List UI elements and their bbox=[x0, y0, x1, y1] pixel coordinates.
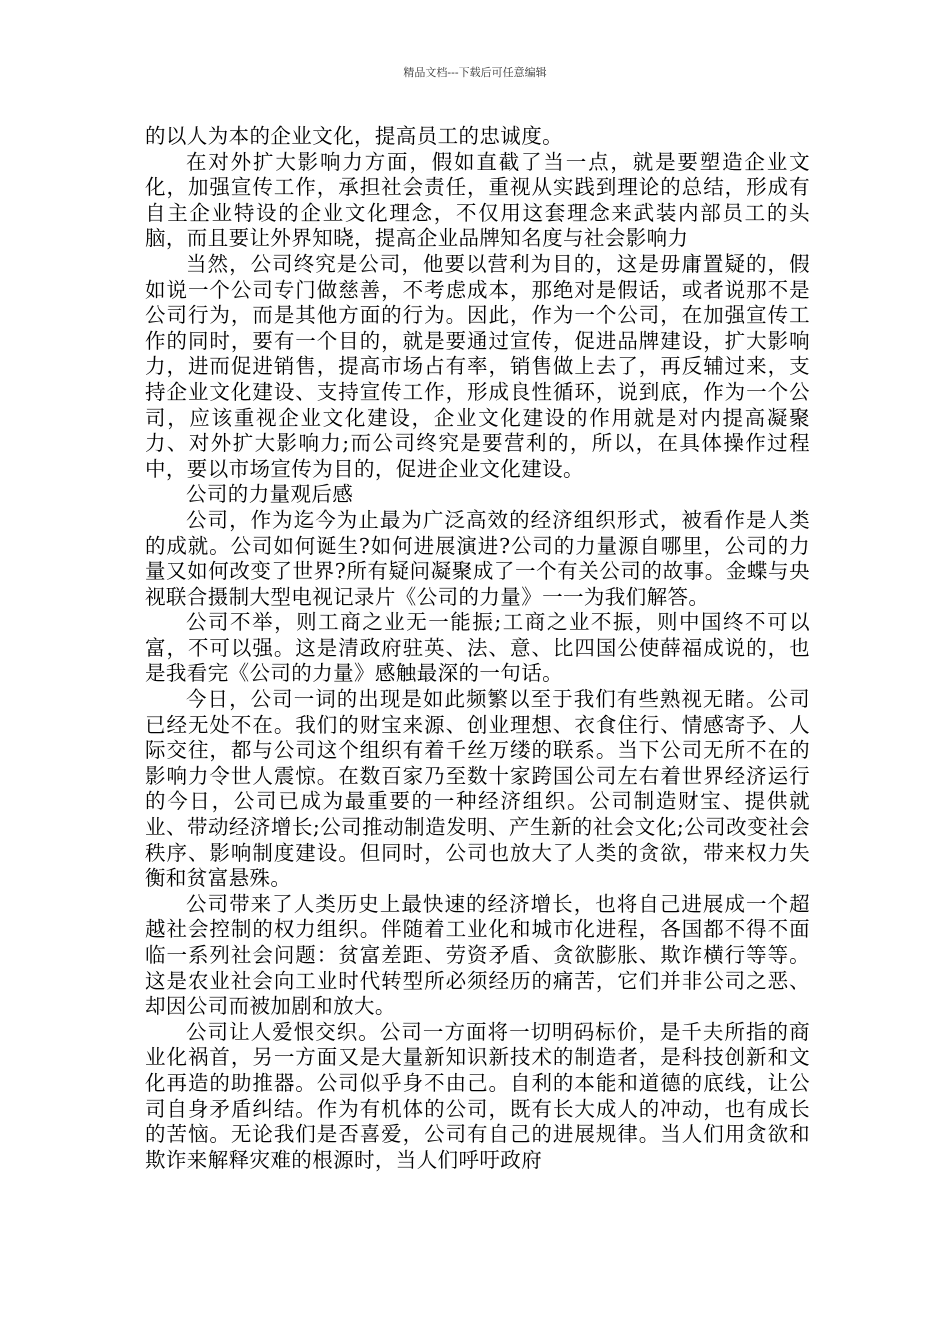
paragraph: 的以人为本的企业文化，提高员工的忠诚度。 bbox=[145, 124, 563, 148]
paragraph: 公司不举，则工商之业无一能振;工商之业不振，则中国终不可以富，不可以强。这是清政府驻英、法、意、比四国公使薛福成说的，也是我看完《公司的力量》感触最深的一句话。 bbox=[145, 610, 810, 686]
paragraph: 今日，公司一词的出现是如此频繁以至于我们有些熟视无睹。公司已经无处不在。我们的财宝来源、创业理想、衣食住行、情感寄予、人际交往，都与公司这个组织有着千丝万缕的联系。当下公司无所不在的影响力令世人震惊。在数百家乃至数十家跨国公司左右着世界经济运行的今日，公司已成为最重要的一种经济组织。公司制造财宝、提供就业、带动经济增长;公司推动制造发明、产生新的社会文化;公司改变社会秩序、影响制度建设。但同时，公司也放大了人类的贪欲，带来权力失衡和贫富悬殊。 bbox=[145, 687, 810, 891]
document-body bbox=[145, 124, 810, 1173]
paragraph: 公司，作为迄今为止最为广泛高效的经济组织形式，被看作是人类的成就。公司如何诞生?如何进展演进?公司的力量源自哪里，公司的力量又如何改变了世界?所有疑问凝聚成了一个有关公司的故事。金蝶与央视联合摄制大型电视记录片《公司的力量》一一为我们解答。 bbox=[145, 507, 810, 609]
paragraph: 当然，公司终究是公司，他要以营利为目的，这是毋庸置疑的，假如说一个公司专门做慈善，不考虑成本，那绝对是假话，或者说那不是公司行为，而是其他方面的行为。因此，作为一个公司，在加强宣传工作的同时，要有一个目的，就是要通过宣传，促进品牌建设，扩大影响力，进而促进销售，提高市场占有率，销售做上去了，再反辅过来，支持企业文化建设、支持宣传工作，形成良性循环，说到底，作为一个公司，应该重视企业文化建设，企业文化建设的作用就是对内提高凝聚力、对外扩大影响力;而公司终究是要营利的，所以，在具体操作过程中，要以市场宣传为目的，促进企业文化建设。 bbox=[145, 251, 810, 481]
paragraph: 在对外扩大影响力方面，假如直截了当一点，就是要塑造企业文化，加强宣传工作，承担社会责任，重视从实践到理论的总结，形成有自主企业特设的企业文化理念，不仅用这套理念来武装内部员工的头脑，而且要让外界知晓，提高企业品牌知名度与社会影响力 bbox=[145, 149, 810, 251]
page-header: 精品文档---下载后可任意编辑 bbox=[403, 66, 547, 79]
paragraph: 公司让人爱恨交织。公司一方面将一切明码标价，是千夫所指的商业化祸首，另一方面又是大量新知识新技术的制造者，是科技创新和文化再造的助推器。公司似乎身不由己。自利的本能和道德的底线，让公司自身矛盾纠结。作为有机体的公司，既有长大成人的冲动，也有成长的苦恼。无论我们是否喜爱，公司有自己的进展规律。当人们用贪欲和欺诈来解释灾难的根源时，当人们呼吁政府 bbox=[145, 1019, 810, 1172]
paragraph: 公司带来了人类历史上最快速的经济增长，也将自己进展成一个超越社会控制的权力组织。伴随着工业化和城市化进程，各国都不得不面临一系列社会问题：贫富差距、劳资矛盾、贪欲膨胀、欺诈横行等等。这是农业社会向工业时代转型所必须经历的痛苦，它们并非公司之恶、却因公司而被加剧和放大。 bbox=[145, 891, 810, 1019]
section-heading: 公司的力量观后感 bbox=[186, 482, 354, 507]
